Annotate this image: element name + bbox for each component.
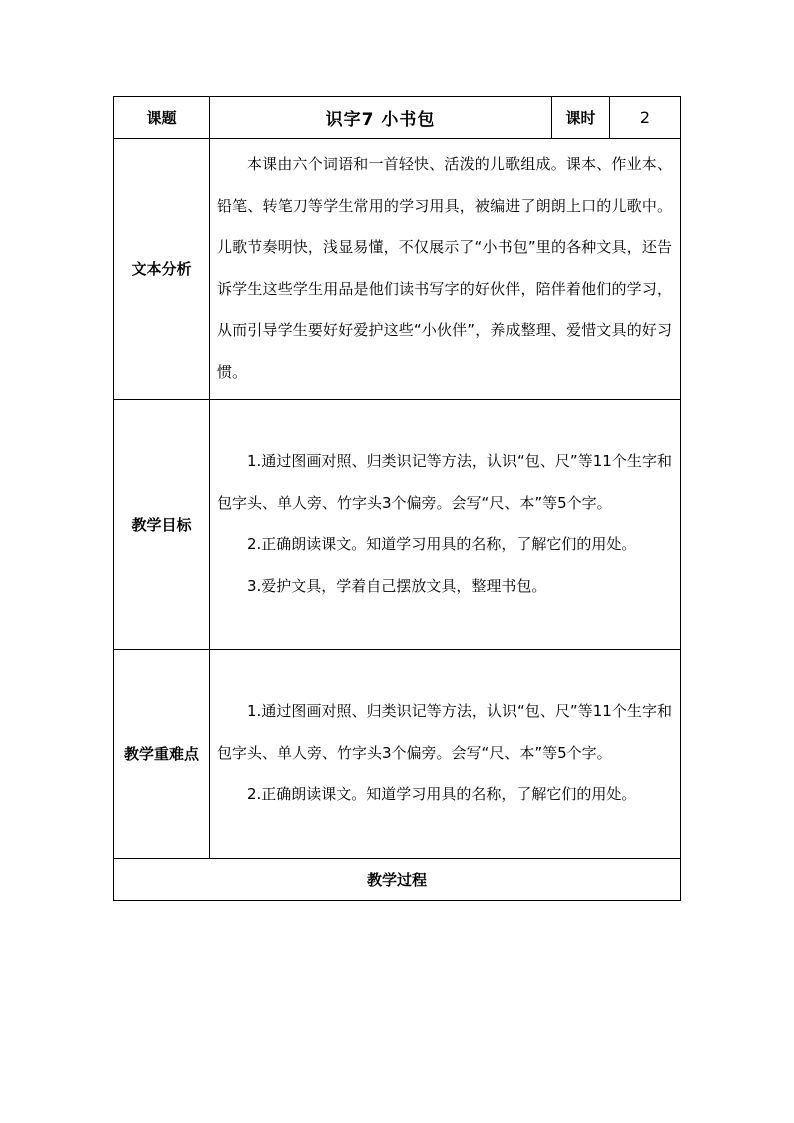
text-analysis-row: [114, 139, 681, 400]
objective-item: 1.通过图画对照、归类识记等方法，认识“包、尺”等11个生字和包字头、单人旁、竹字头3个偏旁。会写“尺、本”等5个字。: [217, 452, 672, 512]
text-analysis-paragraph: 本课由六个词语和一首轻快、活泼的儿歌组成。课本、作业本、铅笔、转笔刀等学生常用的学习用具，被编进了朗朗上口的儿歌中。儿歌节奏明快，浅显易懂，不仅展示了“小书包”里的各种文具，还告诉学生这些学生用品是他们读书写字的好伙伴，陪伴着他们的学习，从而引导学生要好好爱护这些“小伙伴”，养成整理、爱惜文具的好习惯。: [217, 155, 672, 381]
lesson-plan-table: [113, 96, 681, 901]
hours-label: 课时: [552, 97, 610, 139]
key-points-content: [210, 650, 681, 859]
objectives-content: [210, 400, 681, 650]
hours-value: 2: [610, 97, 681, 139]
objectives-label: 教学目标: [114, 400, 210, 650]
header-row: [114, 97, 681, 139]
key-point-item: 1.通过图画对照、归类识记等方法，认识“包、尺”等11个生字和包字头、单人旁、竹字头3个偏旁。会写“尺、本”等5个字。: [217, 702, 672, 762]
key-point-item: 2.正确朗读课文。知道学习用具的名称，了解它们的用处。: [247, 785, 637, 804]
process-heading: 教学过程: [114, 859, 681, 901]
objective-item: 3.爱护文具，学着自己摆放文具，整理书包。: [247, 576, 547, 595]
key-points-label: 教学重难点: [114, 650, 210, 859]
topic-label: 课题: [114, 97, 210, 139]
lesson-title: 识字7 小书包: [210, 97, 552, 139]
objective-item: 2.正确朗读课文。知道学习用具的名称，了解它们的用处。: [247, 535, 637, 553]
process-row: [114, 859, 681, 901]
objectives-row: [114, 400, 681, 650]
text-analysis-label: 文本分析: [114, 139, 210, 400]
key-points-row: [114, 650, 681, 859]
text-analysis-content: [210, 139, 681, 400]
